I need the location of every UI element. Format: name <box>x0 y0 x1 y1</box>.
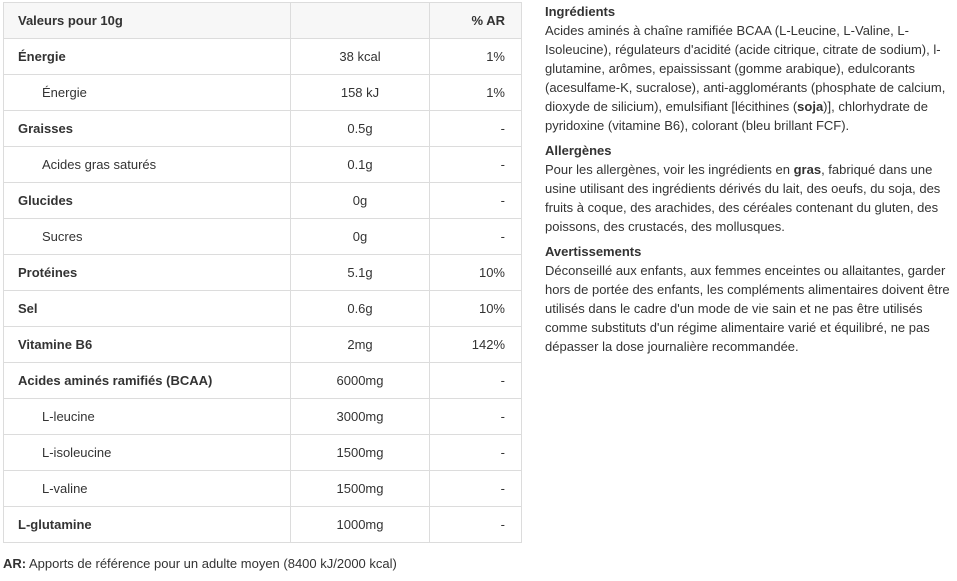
nutrient-ar: - <box>430 399 522 435</box>
nutrient-ar: 1% <box>430 39 522 75</box>
warnings-line <box>545 337 955 356</box>
text-segment: Déconseillé aux enfants, aux femmes enceintes ou allaitantes, garder <box>545 263 946 278</box>
nutrient-value: 2mg <box>291 327 430 363</box>
nutrient-value: 1000mg <box>291 507 430 543</box>
nutrient-ar: - <box>430 183 522 219</box>
footnote-text: Apports de référence pour un adulte moyen (8400 kJ/2000 kcal) <box>26 556 397 571</box>
allergens-line <box>545 217 955 236</box>
text-segment: pyridoxine (vitamine B6), colorant (bleu brillant FCF). <box>545 118 850 133</box>
nutrient-value: 0g <box>291 183 430 219</box>
nutrient-name: Vitamine B6 <box>4 327 291 363</box>
nutrient-name: L-valine <box>4 471 291 507</box>
warnings-line <box>545 280 955 299</box>
nutrient-name: Acides aminés ramifiés (BCAA) <box>4 363 291 399</box>
warnings-title: Avertissements <box>545 244 642 259</box>
nutrient-value: 158 kJ <box>291 75 430 111</box>
nutrient-name: Sucres <box>4 219 291 255</box>
table-row <box>4 471 522 507</box>
table-row <box>4 255 522 291</box>
text-segment: Pour les allergènes, voir les ingrédients en <box>545 162 794 177</box>
warnings-text <box>545 261 955 356</box>
bold-text: soja <box>797 99 824 114</box>
nutrient-ar: - <box>430 363 522 399</box>
allergens-title: Allergènes <box>545 143 612 158</box>
nutrient-name: L-isoleucine <box>4 435 291 471</box>
table-row <box>4 219 522 255</box>
ingredients-line <box>545 97 955 116</box>
table-row <box>4 39 522 75</box>
table-row <box>4 111 522 147</box>
text-segment: , fabriqué dans une <box>821 162 933 177</box>
ingredients-line <box>545 21 955 40</box>
table-row <box>4 147 522 183</box>
text-segment: dioxyde de silicium), emulsifiant [lécithines ( <box>545 99 798 114</box>
nutrient-name: Graisses <box>4 111 291 147</box>
nutrient-ar: 1% <box>430 75 522 111</box>
nutrient-name: Énergie <box>4 39 291 75</box>
nutrition-table <box>3 2 522 543</box>
table-row <box>4 507 522 543</box>
nutrient-value: 6000mg <box>291 363 430 399</box>
text-segment: glutamine, arômes, epaississant (gomme arabique), edulcorants <box>545 61 915 76</box>
header-name: Valeurs pour 10g <box>4 3 291 39</box>
nutrient-value: 0.1g <box>291 147 430 183</box>
ingredients-title: Ingrédients <box>545 4 616 19</box>
nutrient-name: Énergie <box>4 75 291 111</box>
nutrient-value: 0g <box>291 219 430 255</box>
nutrient-value: 3000mg <box>291 399 430 435</box>
allergens-line <box>545 198 955 217</box>
ingredients-section <box>545 3 955 135</box>
text-segment: poissons, des crustacés, des mollusques. <box>545 219 785 234</box>
ingredients-line <box>545 116 955 135</box>
header-value <box>291 3 430 39</box>
text-segment: utilisés dans le cadre d'un mode de vie sain et ne pas être utilisés <box>545 301 923 316</box>
table-row <box>4 435 522 471</box>
nutrition-table-body <box>4 39 522 543</box>
nutrient-ar: - <box>430 507 522 543</box>
warnings-line <box>545 318 955 337</box>
table-row <box>4 399 522 435</box>
allergens-line <box>545 160 955 179</box>
nutrient-value: 0.5g <box>291 111 430 147</box>
nutrient-value: 5.1g <box>291 255 430 291</box>
footnote-abbr: AR: <box>3 556 27 571</box>
text-segment: dépasser la dose journalière recommandée. <box>545 339 799 354</box>
nutrient-ar: 10% <box>430 255 522 291</box>
ingredients-line <box>545 78 955 97</box>
info-panel <box>545 3 955 363</box>
nutrient-ar: 10% <box>430 291 522 327</box>
ingredients-line <box>545 40 955 59</box>
bold-text: gras <box>793 162 822 177</box>
nutrient-name: L-glutamine <box>4 507 291 543</box>
warnings-line <box>545 299 955 318</box>
table-row <box>4 363 522 399</box>
text-segment: hors de portée des enfants, les compléments alimentaires doivent être <box>545 282 950 297</box>
text-segment: Isoleucine), régulateurs d'acidité (acide citrique, citrate de sodium), l- <box>545 42 941 57</box>
nutrient-value: 0.6g <box>291 291 430 327</box>
text-segment: fruits à coque, des arachides, des céréales contenant du gluten, des <box>545 200 939 215</box>
allergens-line <box>545 179 955 198</box>
text-segment: )], chlorhydrate de <box>823 99 928 114</box>
footnote <box>3 556 397 571</box>
table-row <box>4 75 522 111</box>
nutrient-name: Glucides <box>4 183 291 219</box>
warnings-line <box>545 261 955 280</box>
nutrient-name: Protéines <box>4 255 291 291</box>
nutrient-value: 1500mg <box>291 471 430 507</box>
text-segment: Acides aminés à chaîne ramifiée BCAA (L-Leucine, L-Valine, L- <box>545 23 909 38</box>
nutrient-name: Sel <box>4 291 291 327</box>
nutrient-value: 38 kcal <box>291 39 430 75</box>
text-segment: (acesulfame-K, sucralose), anti-agglomérants (phosphate de calcium, <box>545 80 946 95</box>
nutrient-value: 1500mg <box>291 435 430 471</box>
allergens-text <box>545 160 955 236</box>
nutrient-ar: - <box>430 147 522 183</box>
header-ar: % AR <box>430 3 522 39</box>
nutrient-name: L-leucine <box>4 399 291 435</box>
text-segment: comme substituts d'un régime alimentaire varié et équilibré, ne pas <box>545 320 930 335</box>
nutrient-ar: - <box>430 111 522 147</box>
nutrient-ar: 142% <box>430 327 522 363</box>
text-segment: usine utilisant des ingrédients dérivés du lait, des oeufs, du soja, des <box>545 181 941 196</box>
table-row <box>4 291 522 327</box>
nutrient-ar: - <box>430 435 522 471</box>
table-row <box>4 183 522 219</box>
nutrient-ar: - <box>430 471 522 507</box>
ingredients-text <box>545 21 955 135</box>
warnings-section <box>545 243 955 356</box>
nutrient-ar: - <box>430 219 522 255</box>
table-header-row <box>4 3 522 39</box>
allergens-section <box>545 142 955 236</box>
ingredients-line <box>545 59 955 78</box>
table-row <box>4 327 522 363</box>
nutrient-name: Acides gras saturés <box>4 147 291 183</box>
